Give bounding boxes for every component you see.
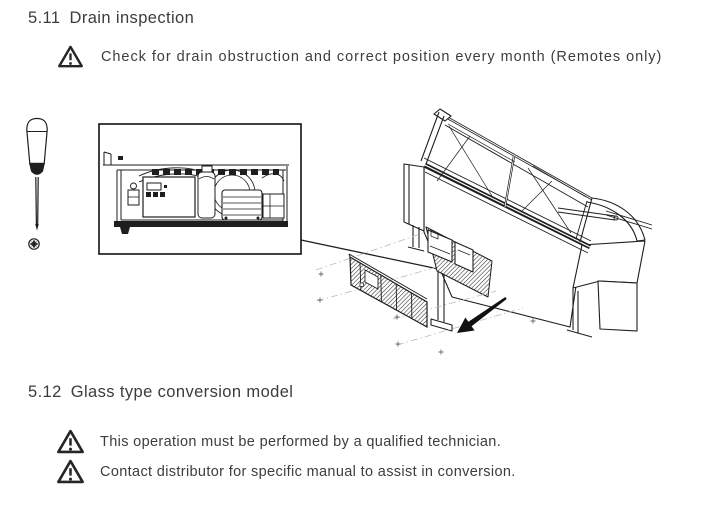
warning-text: Contact distributor for specific manual to assist in conversion.: [100, 463, 516, 480]
section-title: Drain inspection: [69, 9, 195, 27]
section-number: 5.12: [28, 383, 62, 401]
section-number: 5.11: [28, 9, 61, 27]
warning-triangle-icon: [56, 428, 85, 455]
screwdriver-icon: [27, 119, 47, 231]
warning-item: [56, 428, 501, 455]
compressor-detail-callout: [99, 124, 301, 254]
phillips-screw-icon: [29, 239, 39, 249]
section-title: Glass type conversion model: [70, 383, 294, 401]
display-case-line-drawing: [404, 109, 652, 337]
warning-text: Check for drain obstruction and correct position every month (Remotes only): [101, 48, 663, 65]
warning-triangle-icon: [56, 458, 85, 485]
section-heading-glass: [28, 383, 293, 402]
ventilation-grille-panel: [349, 254, 427, 327]
warning-text: This operation must be performed by a qualified technician.: [100, 433, 502, 450]
warning-item: [56, 458, 516, 485]
